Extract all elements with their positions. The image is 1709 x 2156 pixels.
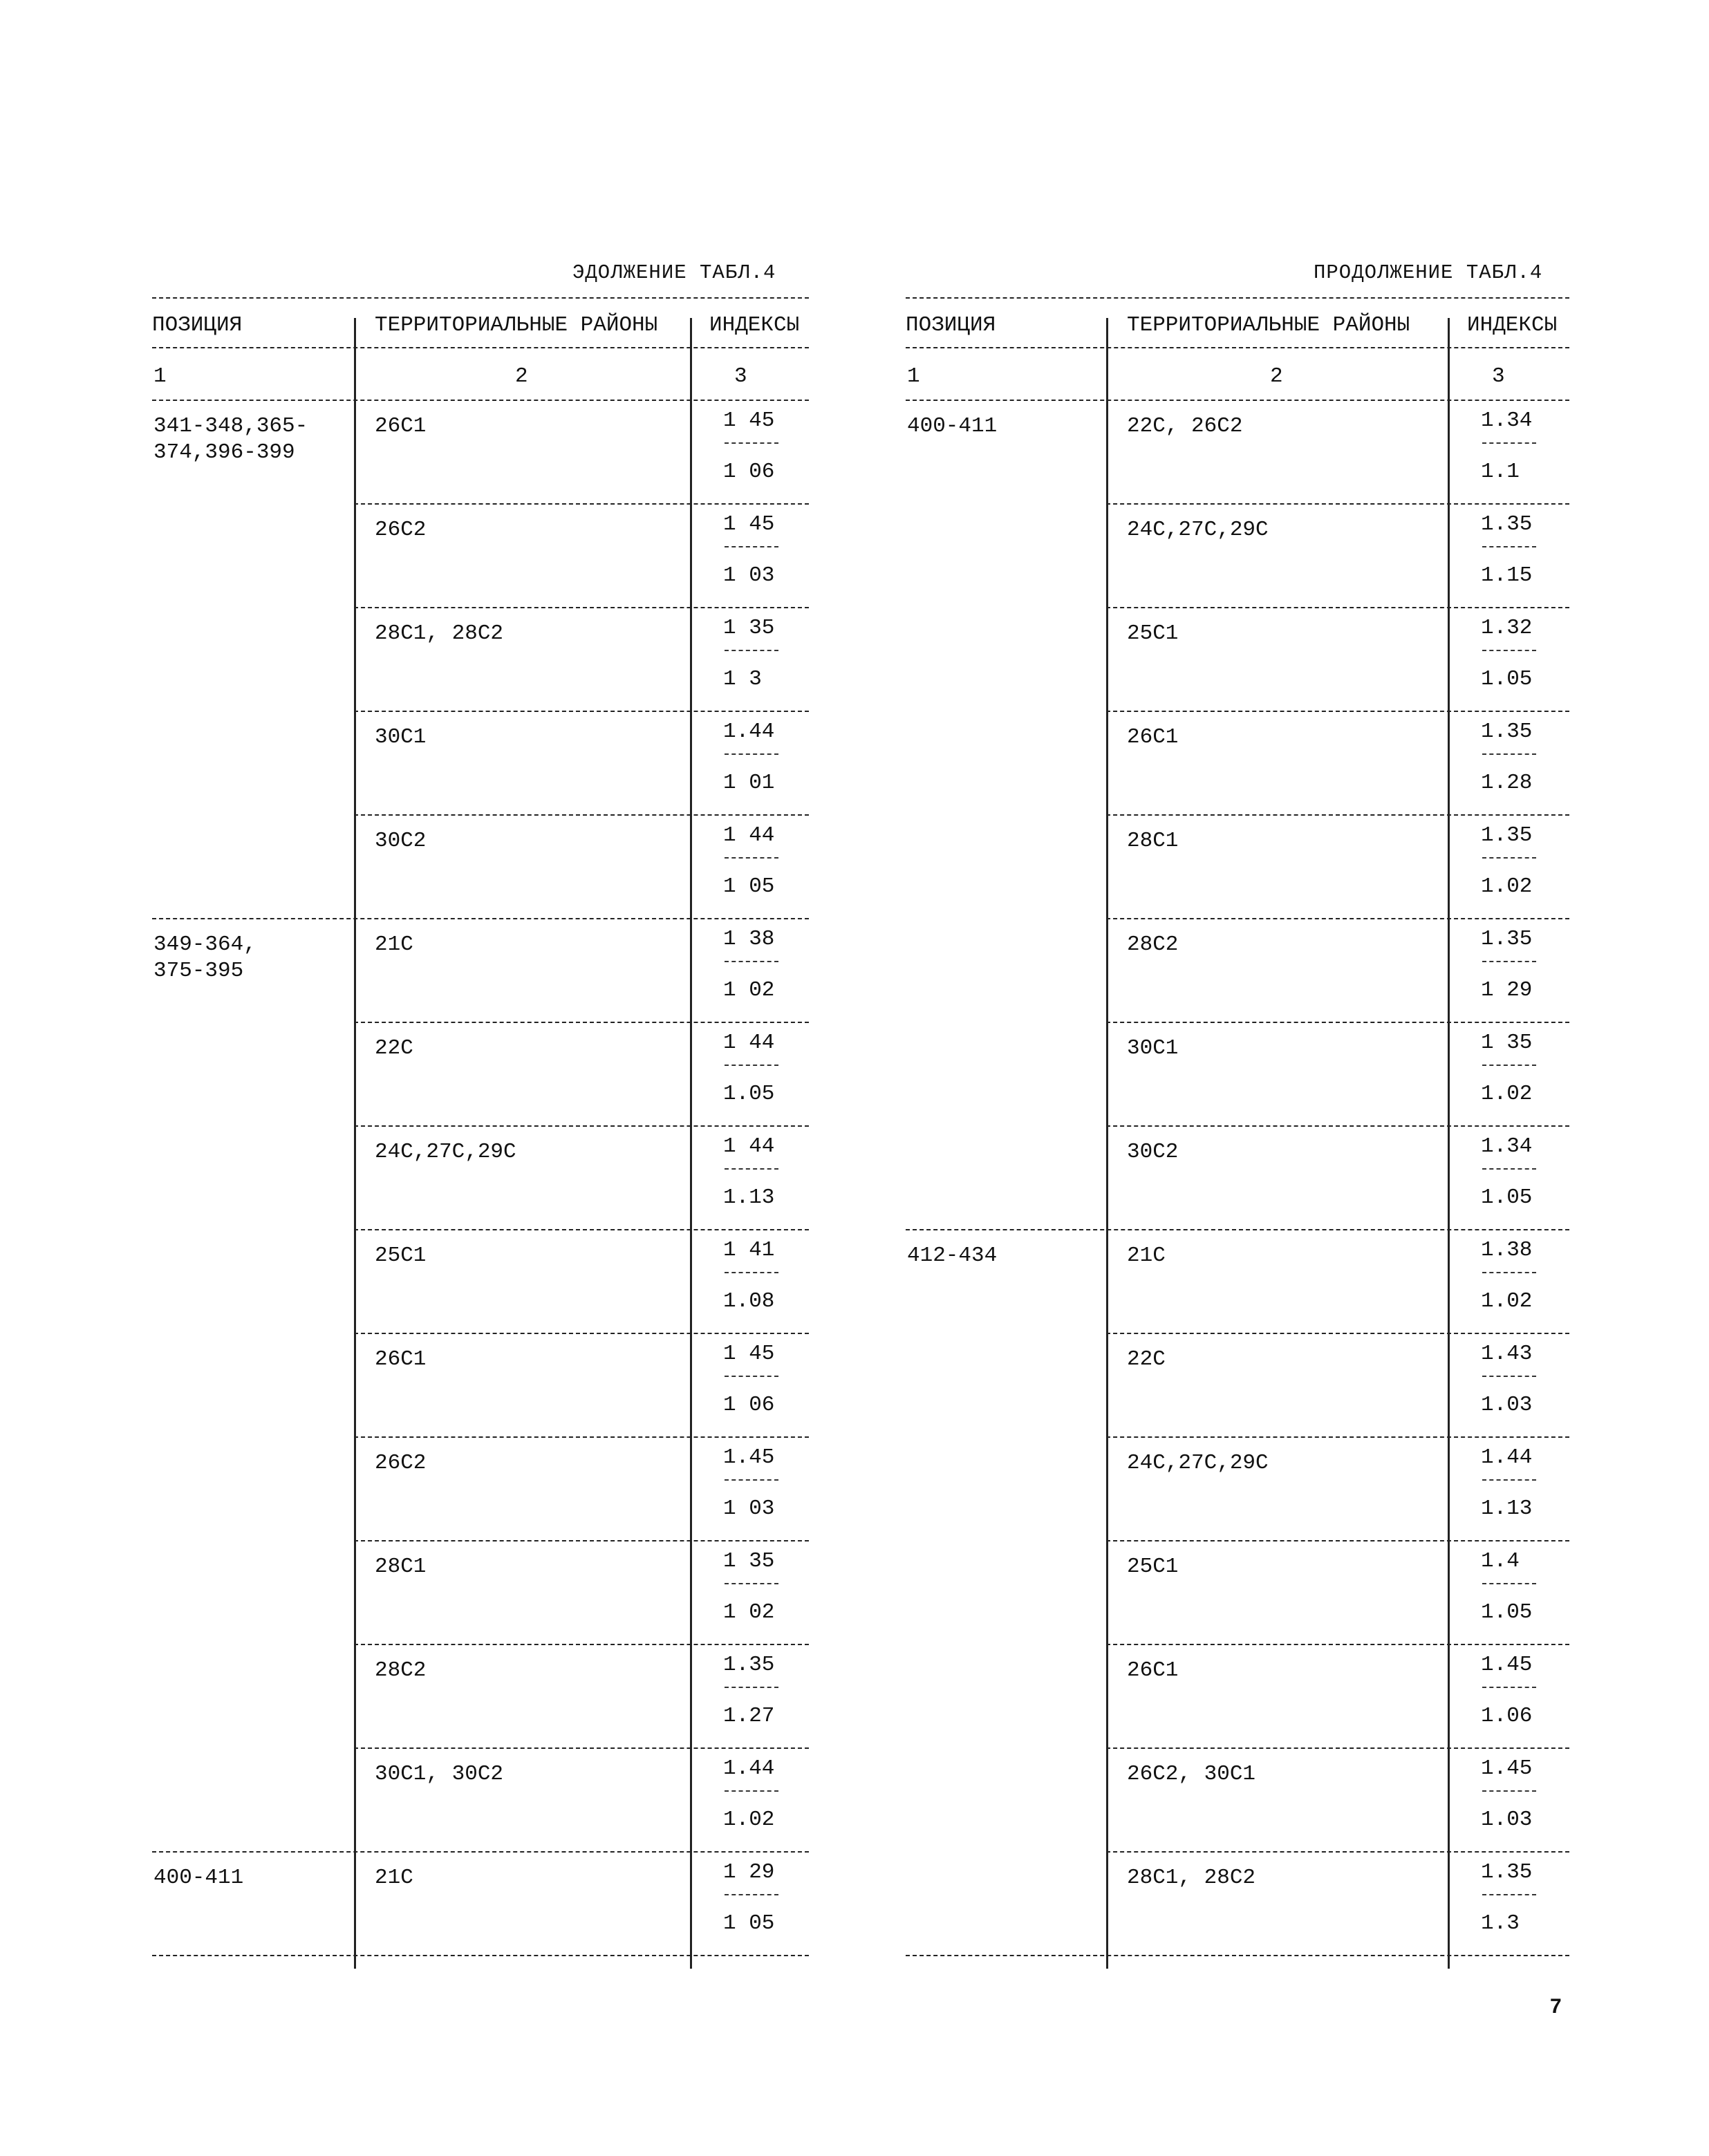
column-header-region: ТЕРРИТОРИАЛЬНЫЕ РАЙОНЫ bbox=[375, 313, 658, 337]
index-numerator: 1.35 bbox=[1481, 823, 1533, 847]
region-cell: 22С bbox=[1127, 1347, 1166, 1371]
index-denominator: 1.06 bbox=[1481, 1704, 1533, 1728]
region-cell: 28С1, 28С2 bbox=[1127, 1866, 1256, 1890]
header-top-rule bbox=[906, 297, 1569, 299]
index-denominator: 1.1 bbox=[1481, 460, 1520, 484]
index-fraction-bar bbox=[1482, 961, 1536, 962]
row-rule bbox=[1106, 1747, 1569, 1749]
row-rule bbox=[1106, 1125, 1569, 1127]
index-numerator: 1.35 bbox=[1481, 927, 1533, 951]
row-rule bbox=[1106, 1644, 1569, 1645]
table-caption-left: ЭДОЛЖЕНИЕ ТАБЛ.4 bbox=[572, 261, 776, 284]
index-numerator: 1.35 bbox=[1481, 1860, 1533, 1884]
group-rule bbox=[152, 918, 809, 919]
position-cell: 349-364, 375-395 bbox=[153, 932, 256, 983]
group-rule bbox=[152, 1955, 809, 1956]
index-numerator: 1 45 bbox=[723, 1342, 775, 1366]
index-denominator: 1.05 bbox=[723, 1082, 775, 1106]
region-cell: 28С2 bbox=[1127, 932, 1179, 957]
row-rule bbox=[1106, 1436, 1569, 1438]
index-numerator: 1 29 bbox=[723, 1860, 775, 1884]
index-numerator: 1.38 bbox=[1481, 1238, 1533, 1262]
index-fraction-bar bbox=[725, 1376, 778, 1377]
index-fraction-bar bbox=[1482, 753, 1536, 755]
index-fraction-bar bbox=[725, 1272, 778, 1273]
index-numerator: 1 35 bbox=[1481, 1031, 1533, 1055]
index-fraction-bar bbox=[1482, 1790, 1536, 1792]
row-rule bbox=[354, 1125, 809, 1127]
index-numerator: 1.45 bbox=[1481, 1756, 1533, 1781]
region-cell: 26С1 bbox=[1127, 1658, 1179, 1682]
index-numerator: 1.34 bbox=[1481, 1134, 1533, 1159]
position-cell: 400-411 bbox=[153, 1866, 244, 1890]
column-header-position: ПОЗИЦИЯ bbox=[906, 313, 996, 337]
index-denominator: 1.28 bbox=[1481, 771, 1533, 795]
index-denominator: 1.13 bbox=[723, 1185, 775, 1210]
region-cell: 26С1 bbox=[375, 414, 427, 438]
index-fraction-bar bbox=[725, 1894, 778, 1895]
row-rule bbox=[354, 1022, 809, 1023]
index-numerator: 1.34 bbox=[1481, 409, 1533, 433]
row-rule bbox=[354, 814, 809, 816]
column-number-1: 1 bbox=[907, 364, 920, 388]
index-fraction-bar bbox=[1482, 1894, 1536, 1895]
index-denominator: 1 02 bbox=[723, 1600, 775, 1624]
index-fraction-bar bbox=[725, 753, 778, 755]
index-fraction-bar bbox=[725, 546, 778, 547]
group-rule bbox=[906, 1229, 1569, 1230]
index-fraction-bar bbox=[1482, 546, 1536, 547]
region-cell: 21С bbox=[375, 932, 413, 957]
position-cell: 412-434 bbox=[907, 1244, 998, 1268]
index-denominator: 1 05 bbox=[723, 874, 775, 899]
index-numerator: 1.35 bbox=[1481, 512, 1533, 536]
region-cell: 26С1 bbox=[375, 1347, 427, 1371]
index-numerator: 1 44 bbox=[723, 823, 775, 847]
region-cell: 25С1 bbox=[1127, 621, 1179, 646]
row-rule bbox=[354, 607, 809, 608]
region-cell: 28С2 bbox=[375, 1658, 427, 1682]
row-rule bbox=[1106, 503, 1569, 505]
region-cell: 30С1 bbox=[375, 725, 427, 749]
index-fraction-bar bbox=[1482, 650, 1536, 651]
region-cell: 26С1 bbox=[1127, 725, 1179, 749]
region-cell: 21С bbox=[1127, 1244, 1166, 1268]
index-numerator: 1.43 bbox=[1481, 1342, 1533, 1366]
index-denominator: 1.27 bbox=[723, 1704, 775, 1728]
row-rule bbox=[354, 1644, 809, 1645]
position-cell: 400-411 bbox=[907, 414, 998, 438]
position-cell: 341-348,365- 374,396-399 bbox=[153, 414, 308, 465]
index-denominator: 1.03 bbox=[1481, 1393, 1533, 1417]
row-rule bbox=[1106, 918, 1569, 919]
region-cell: 22С bbox=[375, 1036, 413, 1060]
index-fraction-bar bbox=[725, 442, 778, 444]
index-fraction-bar bbox=[1482, 1272, 1536, 1273]
index-denominator: 1 02 bbox=[723, 978, 775, 1002]
index-denominator: 1.02 bbox=[1481, 874, 1533, 899]
header-bottom-rule bbox=[152, 347, 809, 348]
table-caption-right: ПРОДОЛЖЕНИЕ ТАБЛ.4 bbox=[1314, 261, 1543, 284]
row-rule bbox=[1106, 1333, 1569, 1334]
column-number-2: 2 bbox=[1270, 364, 1283, 388]
index-fraction-bar bbox=[1482, 1168, 1536, 1170]
region-cell: 30С1 bbox=[1127, 1036, 1179, 1060]
index-numerator: 1 35 bbox=[723, 1549, 775, 1573]
page-number: 7 bbox=[1550, 1995, 1562, 2018]
row-rule bbox=[1106, 1851, 1569, 1853]
index-fraction-bar bbox=[725, 1583, 778, 1584]
index-numerator: 1.45 bbox=[1481, 1653, 1533, 1677]
index-numerator: 1.44 bbox=[1481, 1445, 1533, 1470]
row-rule bbox=[1106, 1022, 1569, 1023]
index-denominator: 1.03 bbox=[1481, 1808, 1533, 1832]
row-rule bbox=[354, 1333, 809, 1334]
row-rule bbox=[354, 711, 809, 712]
column-header-index: ИНДЕКСЫ bbox=[1467, 313, 1558, 337]
column-number-3: 3 bbox=[734, 364, 747, 388]
column-header-region: ТЕРРИТОРИАЛЬНЫЕ РАЙОНЫ bbox=[1127, 313, 1410, 337]
index-numerator: 1 38 bbox=[723, 927, 775, 951]
number-row-rule bbox=[152, 400, 809, 401]
region-cell: 25С1 bbox=[1127, 1555, 1179, 1579]
index-numerator: 1.44 bbox=[723, 1756, 775, 1781]
index-numerator: 1.4 bbox=[1481, 1549, 1520, 1573]
region-cell: 26С2 bbox=[375, 518, 427, 542]
index-numerator: 1.44 bbox=[723, 720, 775, 744]
index-denominator: 1 05 bbox=[723, 1911, 775, 1935]
group-rule bbox=[906, 1955, 1569, 1956]
index-denominator: 1.08 bbox=[723, 1289, 775, 1313]
region-cell: 28С1 bbox=[1127, 829, 1179, 853]
index-fraction-bar bbox=[725, 1168, 778, 1170]
index-fraction-bar bbox=[725, 650, 778, 651]
index-fraction-bar bbox=[1482, 1065, 1536, 1066]
index-fraction-bar bbox=[725, 1687, 778, 1688]
index-fraction-bar bbox=[725, 857, 778, 859]
index-denominator: 1 06 bbox=[723, 460, 775, 484]
region-cell: 24С,27С,29С bbox=[375, 1140, 516, 1164]
index-fraction-bar bbox=[1482, 1376, 1536, 1377]
index-denominator: 1.05 bbox=[1481, 1185, 1533, 1210]
region-cell: 30С1, 30С2 bbox=[375, 1762, 504, 1786]
column-divider bbox=[354, 318, 356, 1969]
index-denominator: 1.15 bbox=[1481, 563, 1533, 588]
column-header-position: ПОЗИЦИЯ bbox=[152, 313, 243, 337]
region-cell: 28С1 bbox=[375, 1555, 427, 1579]
index-fraction-bar bbox=[1482, 1687, 1536, 1688]
index-numerator: 1 45 bbox=[723, 409, 775, 433]
region-cell: 24С,27С,29С bbox=[1127, 518, 1269, 542]
region-cell: 25С1 bbox=[375, 1244, 427, 1268]
region-cell: 22С, 26С2 bbox=[1127, 414, 1243, 438]
index-fraction-bar bbox=[1482, 1583, 1536, 1584]
region-cell: 30С2 bbox=[1127, 1140, 1179, 1164]
index-denominator: 1.3 bbox=[1481, 1911, 1520, 1935]
index-numerator: 1.35 bbox=[723, 1653, 775, 1677]
row-rule bbox=[354, 1540, 809, 1541]
row-rule bbox=[1106, 711, 1569, 712]
index-denominator: 1.13 bbox=[1481, 1497, 1533, 1521]
column-number-1: 1 bbox=[153, 364, 167, 388]
row-rule bbox=[354, 1747, 809, 1749]
index-fraction-bar bbox=[725, 961, 778, 962]
index-numerator: 1.32 bbox=[1481, 616, 1533, 640]
index-fraction-bar bbox=[725, 1790, 778, 1792]
index-fraction-bar bbox=[725, 1065, 778, 1066]
number-row-rule bbox=[906, 400, 1569, 401]
index-denominator: 1.02 bbox=[1481, 1082, 1533, 1106]
column-divider bbox=[1106, 318, 1108, 1969]
row-rule bbox=[354, 1436, 809, 1438]
index-fraction-bar bbox=[725, 1479, 778, 1481]
index-numerator: 1 35 bbox=[723, 616, 775, 640]
index-denominator: 1 3 bbox=[723, 667, 762, 691]
index-denominator: 1 01 bbox=[723, 771, 775, 795]
region-cell: 30С2 bbox=[375, 829, 427, 853]
index-fraction-bar bbox=[1482, 857, 1536, 859]
row-rule bbox=[354, 1229, 809, 1230]
region-cell: 24С,27С,29С bbox=[1127, 1451, 1269, 1475]
column-header-index: ИНДЕКСЫ bbox=[709, 313, 800, 337]
region-cell: 26С2 bbox=[375, 1451, 427, 1475]
header-top-rule bbox=[152, 297, 809, 299]
index-denominator: 1.05 bbox=[1481, 667, 1533, 691]
row-rule bbox=[1106, 1540, 1569, 1541]
index-denominator: 1 29 bbox=[1481, 978, 1533, 1002]
index-denominator: 1.02 bbox=[723, 1808, 775, 1832]
region-cell: 21С bbox=[375, 1866, 413, 1890]
header-bottom-rule bbox=[906, 347, 1569, 348]
index-denominator: 1 03 bbox=[723, 563, 775, 588]
index-denominator: 1.05 bbox=[1481, 1600, 1533, 1624]
row-rule bbox=[1106, 607, 1569, 608]
index-numerator: 1.35 bbox=[1481, 720, 1533, 744]
row-rule bbox=[1106, 814, 1569, 816]
column-number-2: 2 bbox=[515, 364, 528, 388]
index-numerator: 1 41 bbox=[723, 1238, 775, 1262]
column-divider bbox=[690, 318, 692, 1969]
group-rule bbox=[152, 1851, 809, 1853]
index-fraction-bar bbox=[1482, 442, 1536, 444]
index-denominator: 1 06 bbox=[723, 1393, 775, 1417]
index-fraction-bar bbox=[1482, 1479, 1536, 1481]
index-numerator: 1 44 bbox=[723, 1134, 775, 1159]
column-number-3: 3 bbox=[1492, 364, 1505, 388]
row-rule bbox=[354, 503, 809, 505]
index-numerator: 1 44 bbox=[723, 1031, 775, 1055]
index-numerator: 1.45 bbox=[723, 1445, 775, 1470]
index-denominator: 1.02 bbox=[1481, 1289, 1533, 1313]
column-divider bbox=[1448, 318, 1450, 1969]
region-cell: 28С1, 28С2 bbox=[375, 621, 504, 646]
index-denominator: 1 03 bbox=[723, 1497, 775, 1521]
index-numerator: 1 45 bbox=[723, 512, 775, 536]
region-cell: 26С2, 30С1 bbox=[1127, 1762, 1256, 1786]
